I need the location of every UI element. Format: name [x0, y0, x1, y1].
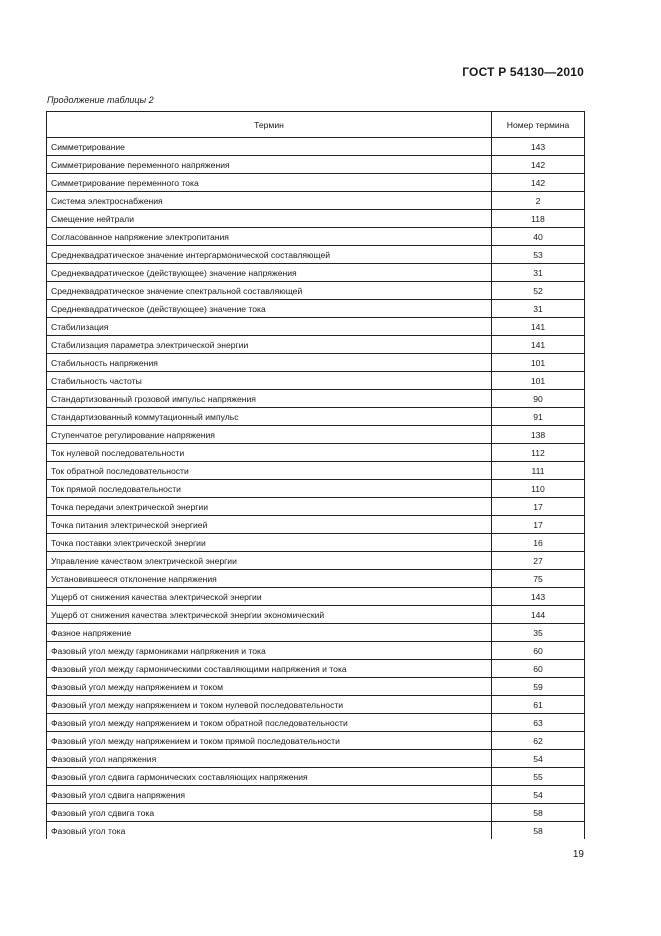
term-number-cell: 63 [492, 714, 585, 732]
term-cell: Фазовый угол между напряжением и током прямой последовательности [47, 732, 492, 750]
term-cell: Симметрирование переменного напряжения [47, 156, 492, 174]
term-number-cell: 141 [492, 336, 585, 354]
term-number-cell: 17 [492, 498, 585, 516]
term-number-cell: 54 [492, 786, 585, 804]
term-number-cell: 2 [492, 192, 585, 210]
term-number-cell: 35 [492, 624, 585, 642]
term-number-cell: 58 [492, 804, 585, 822]
term-number-cell: 138 [492, 426, 585, 444]
term-cell: Точка поставки электрической энергии [47, 534, 492, 552]
term-cell: Точка передачи электрической энергии [47, 498, 492, 516]
table-row [47, 534, 585, 552]
table-row [47, 246, 585, 264]
term-number-cell: 90 [492, 390, 585, 408]
term-cell: Ступенчатое регулирование напряжения [47, 426, 492, 444]
term-number-cell: 75 [492, 570, 585, 588]
table-row [47, 588, 585, 606]
term-cell: Стандартизованный коммутационный импульс [47, 408, 492, 426]
term-cell: Точка питания электрической энергией [47, 516, 492, 534]
table-row [47, 462, 585, 480]
term-cell: Фазовый угол между напряжением и током обратной последовательности [47, 714, 492, 732]
term-number-cell: 27 [492, 552, 585, 570]
table-row [47, 768, 585, 786]
term-cell: Симметрирование [47, 138, 492, 156]
term-number-cell: 60 [492, 642, 585, 660]
term-cell: Система электроснабжения [47, 192, 492, 210]
term-number-cell: 144 [492, 606, 585, 624]
table-row [47, 552, 585, 570]
column-header-number: Номер термина [492, 112, 585, 138]
term-number-cell: 52 [492, 282, 585, 300]
table-row [47, 660, 585, 678]
term-number-cell: 101 [492, 354, 585, 372]
table-row [47, 228, 585, 246]
term-number-cell: 143 [492, 138, 585, 156]
term-cell: Фазовый угол тока [47, 822, 492, 840]
term-cell: Фазовый угол между напряжением и током [47, 678, 492, 696]
table-row [47, 408, 585, 426]
term-cell: Установившееся отклонение напряжения [47, 570, 492, 588]
table-row [47, 336, 585, 354]
table-row [47, 372, 585, 390]
table-row [47, 516, 585, 534]
table-row [47, 444, 585, 462]
term-number-cell: 112 [492, 444, 585, 462]
term-cell: Фазовый угол сдвига напряжения [47, 786, 492, 804]
terms-table [46, 111, 585, 839]
term-cell: Фазовый угол между напряжением и током нулевой последовательности [47, 696, 492, 714]
term-number-cell: 31 [492, 300, 585, 318]
term-cell: Ток нулевой последовательности [47, 444, 492, 462]
table-row [47, 192, 585, 210]
term-cell: Стандартизованный грозовой импульс напряжения [47, 390, 492, 408]
term-number-cell: 58 [492, 822, 585, 840]
page-number: 19 [572, 849, 584, 860]
term-cell: Среднеквадратическое (действующее) значение тока [47, 300, 492, 318]
term-number-cell: 111 [492, 462, 585, 480]
term-cell: Среднеквадратическое значение интергармонической составляющей [47, 246, 492, 264]
table-row [47, 480, 585, 498]
term-number-cell: 59 [492, 678, 585, 696]
term-cell: Смещение нейтрали [47, 210, 492, 228]
table-row [47, 804, 585, 822]
term-number-cell: 141 [492, 318, 585, 336]
table-row [47, 390, 585, 408]
table-row [47, 282, 585, 300]
table-row [47, 714, 585, 732]
table-body [47, 138, 585, 840]
term-number-cell: 54 [492, 750, 585, 768]
term-number-cell: 31 [492, 264, 585, 282]
term-cell: Ток прямой последовательности [47, 480, 492, 498]
term-number-cell: 143 [492, 588, 585, 606]
table-row [47, 318, 585, 336]
term-number-cell: 101 [492, 372, 585, 390]
term-cell: Фазовый угол между гармониками напряжения и тока [47, 642, 492, 660]
term-number-cell: 53 [492, 246, 585, 264]
term-cell: Ток обратной последовательности [47, 462, 492, 480]
table-row [47, 138, 585, 156]
table-row [47, 822, 585, 840]
term-number-cell: 17 [492, 516, 585, 534]
term-number-cell: 91 [492, 408, 585, 426]
term-cell: Согласованное напряжение электропитания [47, 228, 492, 246]
table-row [47, 210, 585, 228]
table-row [47, 264, 585, 282]
table-header-row [47, 112, 585, 138]
table-row [47, 750, 585, 768]
term-cell: Фазовый угол между гармоническими составляющими напряжения и тока [47, 660, 492, 678]
table-continuation-label: Продолжение таблицы 2 [47, 95, 154, 105]
table-row [47, 678, 585, 696]
term-cell: Фазовый угол сдвига тока [47, 804, 492, 822]
term-cell: Фазовый угол напряжения [47, 750, 492, 768]
term-cell: Стабилизация [47, 318, 492, 336]
table-row [47, 426, 585, 444]
term-number-cell: 16 [492, 534, 585, 552]
table-row [47, 354, 585, 372]
term-cell: Фазное напряжение [47, 624, 492, 642]
term-cell: Среднеквадратическое (действующее) значение напряжения [47, 264, 492, 282]
term-cell: Стабильность напряжения [47, 354, 492, 372]
table-row [47, 696, 585, 714]
table-row [47, 732, 585, 750]
table-row [47, 570, 585, 588]
document-code: ГОСТ Р 54130—2010 [462, 65, 584, 79]
table-row [47, 786, 585, 804]
term-cell: Симметрирование переменного тока [47, 174, 492, 192]
term-cell: Управление качеством электрической энергии [47, 552, 492, 570]
table-row [47, 498, 585, 516]
term-number-cell: 110 [492, 480, 585, 498]
table-row [47, 156, 585, 174]
term-number-cell: 118 [492, 210, 585, 228]
term-number-cell: 55 [492, 768, 585, 786]
column-header-term: Термин [47, 112, 492, 138]
term-cell: Стабильность частоты [47, 372, 492, 390]
table-row [47, 300, 585, 318]
term-cell: Ущерб от снижения качества электрической энергии экономический [47, 606, 492, 624]
term-cell: Стабилизация параметра электрической энергии [47, 336, 492, 354]
term-number-cell: 62 [492, 732, 585, 750]
table-row [47, 624, 585, 642]
term-number-cell: 142 [492, 174, 585, 192]
term-number-cell: 61 [492, 696, 585, 714]
term-cell: Ущерб от снижения качества электрической энергии [47, 588, 492, 606]
term-number-cell: 142 [492, 156, 585, 174]
term-number-cell: 60 [492, 660, 585, 678]
term-cell: Среднеквадратическое значение спектральной составляющей [47, 282, 492, 300]
term-number-cell: 40 [492, 228, 585, 246]
term-cell: Фазовый угол сдвига гармонических составляющих напряжения [47, 768, 492, 786]
table-row [47, 174, 585, 192]
table-row [47, 642, 585, 660]
table-row [47, 606, 585, 624]
